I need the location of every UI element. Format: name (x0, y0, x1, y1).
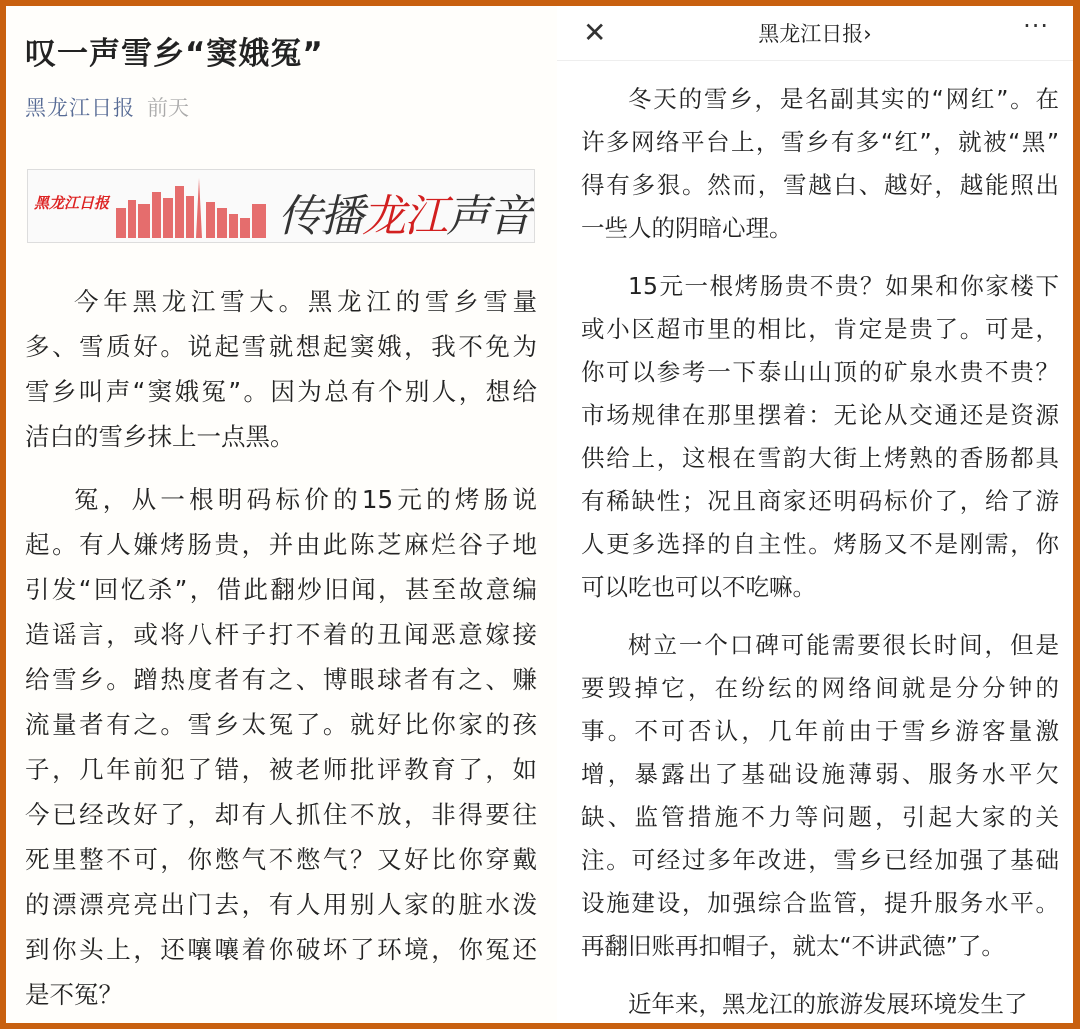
newspaper-logo: 黑龙江日报 (34, 194, 110, 212)
text-line: 是不冤？ (25, 980, 123, 1009)
text-line: 一些人的阴暗心理。 (581, 214, 793, 242)
text-line: 供给上，这根在雪韵大街上烤熟的香肠都具 (581, 444, 1059, 472)
text-line: 给雪乡。蹭热度者有之、博眼球者有之、赚 (25, 665, 537, 694)
text-line: 人更多选择的自主性。烤肠又不是刚需，你 (581, 530, 1059, 558)
text-line: 许多网络平台上，雪乡有多“红”，就被“黑” (581, 128, 1059, 156)
text-line: 引发“回忆杀”，借此翻炒旧闻，甚至故意编 (25, 575, 537, 604)
banner-slogan: 传播龙江声音 (278, 191, 530, 242)
text-line: 得有多狠。然而，雪越白、越好，越能照出 (581, 171, 1059, 199)
close-icon[interactable]: ✕ (583, 16, 607, 49)
account-name-button[interactable]: 黑龙江日报› (758, 22, 872, 46)
text-line: 起。有人嫌烤肠贵，并由此陈芝麻烂谷子地 (25, 530, 537, 559)
source-link[interactable]: 黑龙江日报 (25, 96, 135, 120)
article-body (581, 78, 1059, 1023)
chevron-right-icon: › (863, 22, 872, 46)
text-line: 多、雪质好。说起雪就想起窦娥，我不免为 (25, 332, 537, 361)
text-line: 事。不可否认，几年前由于雪乡游客量激 (581, 717, 1059, 745)
article-screenshot-left (6, 6, 557, 1023)
text-line: 到你头上，还嚷嚷着你破坏了环境，你冤还 (25, 935, 537, 964)
text-line: 有稀缺性；况且商家还明码标价了，给了游 (581, 487, 1059, 515)
text-line: 雪乡叫声“窦娥冤”。因为总有个别人，想给 (25, 377, 537, 406)
text-line: 要毁掉它，在纷纭的网络间就是分分钟的 (581, 674, 1059, 702)
article-body (25, 279, 537, 1023)
text-line: 增，暴露出了基础设施薄弱、服务水平欠 (581, 760, 1059, 788)
text-line: 的漂漂亮亮出门去，有人用别人家的脏水泼 (25, 890, 537, 919)
text-line: 近年来，黑龙江的旅游发展环境发生了 (628, 990, 1028, 1018)
text-line: 设施建设，加强综合监管，提升服务水平。 (581, 889, 1059, 917)
text-line: 市场规律在那里摆着：无论从交通还是资源 (581, 401, 1059, 429)
text-line: 冤，从一根明码标价的15元的烤肠说 (74, 485, 537, 514)
text-line: 冬天的雪乡，是名副其实的“网红”。在 (628, 85, 1059, 113)
text-line: 今年黑龙江雪大。黑龙江的雪乡雪量 (74, 287, 537, 316)
text-line: 缺、监管措施不力等问题，引起大家的关 (581, 803, 1059, 831)
article-meta (25, 92, 189, 122)
text-line: 死里整不可，你憋气不憋气？又好比你穿戴 (25, 845, 537, 874)
paragraph (25, 477, 537, 1017)
text-line: 流量者有之。雪乡太冤了。就好比你家的孩 (25, 710, 537, 739)
city-skyline-graphic (114, 178, 274, 238)
text-line: 可以吃也可以不吃嘛。 (581, 573, 816, 601)
text-line: 或小区超市里的相比，肯定是贵了。可是， (581, 315, 1059, 343)
text-line: 再翻旧账再扣帽子，就太“不讲武德”了。 (581, 932, 1005, 960)
paragraph (581, 624, 1059, 968)
text-line: 你可以参考一下泰山山顶的矿泉水贵不贵？ (581, 358, 1059, 386)
publish-time: 前天 (147, 96, 189, 120)
text-line: 注。可经过多年改进，雪乡已经加强了基础 (581, 846, 1059, 874)
paragraph (25, 279, 537, 459)
article-screenshot-right (557, 6, 1073, 1023)
text-line: 今已经改好了，却有人抓住不放，非得要往 (25, 800, 537, 829)
paragraph (581, 983, 1059, 1023)
text-line: 造谣言，或将八杆子打不着的丑闻恶意嫁接 (25, 620, 537, 649)
text-line: 树立一个口碑可能需要很长时间，但是 (628, 631, 1059, 659)
text-line: 15元一根烤肠贵不贵？如果和你家楼下 (628, 272, 1059, 300)
more-options-icon[interactable]: ··· (1023, 12, 1049, 40)
paragraph (581, 78, 1059, 250)
text-line: 子，几年前犯了错，被老师批评教育了，如 (25, 755, 537, 784)
top-navigation-bar (557, 6, 1073, 61)
paragraph (581, 265, 1059, 609)
text-line: 洁白的雪乡抹上一点黑。 (25, 422, 295, 451)
header-banner-image (27, 169, 535, 243)
article-title: 叹一声雪乡“窦娥冤” (25, 36, 324, 72)
